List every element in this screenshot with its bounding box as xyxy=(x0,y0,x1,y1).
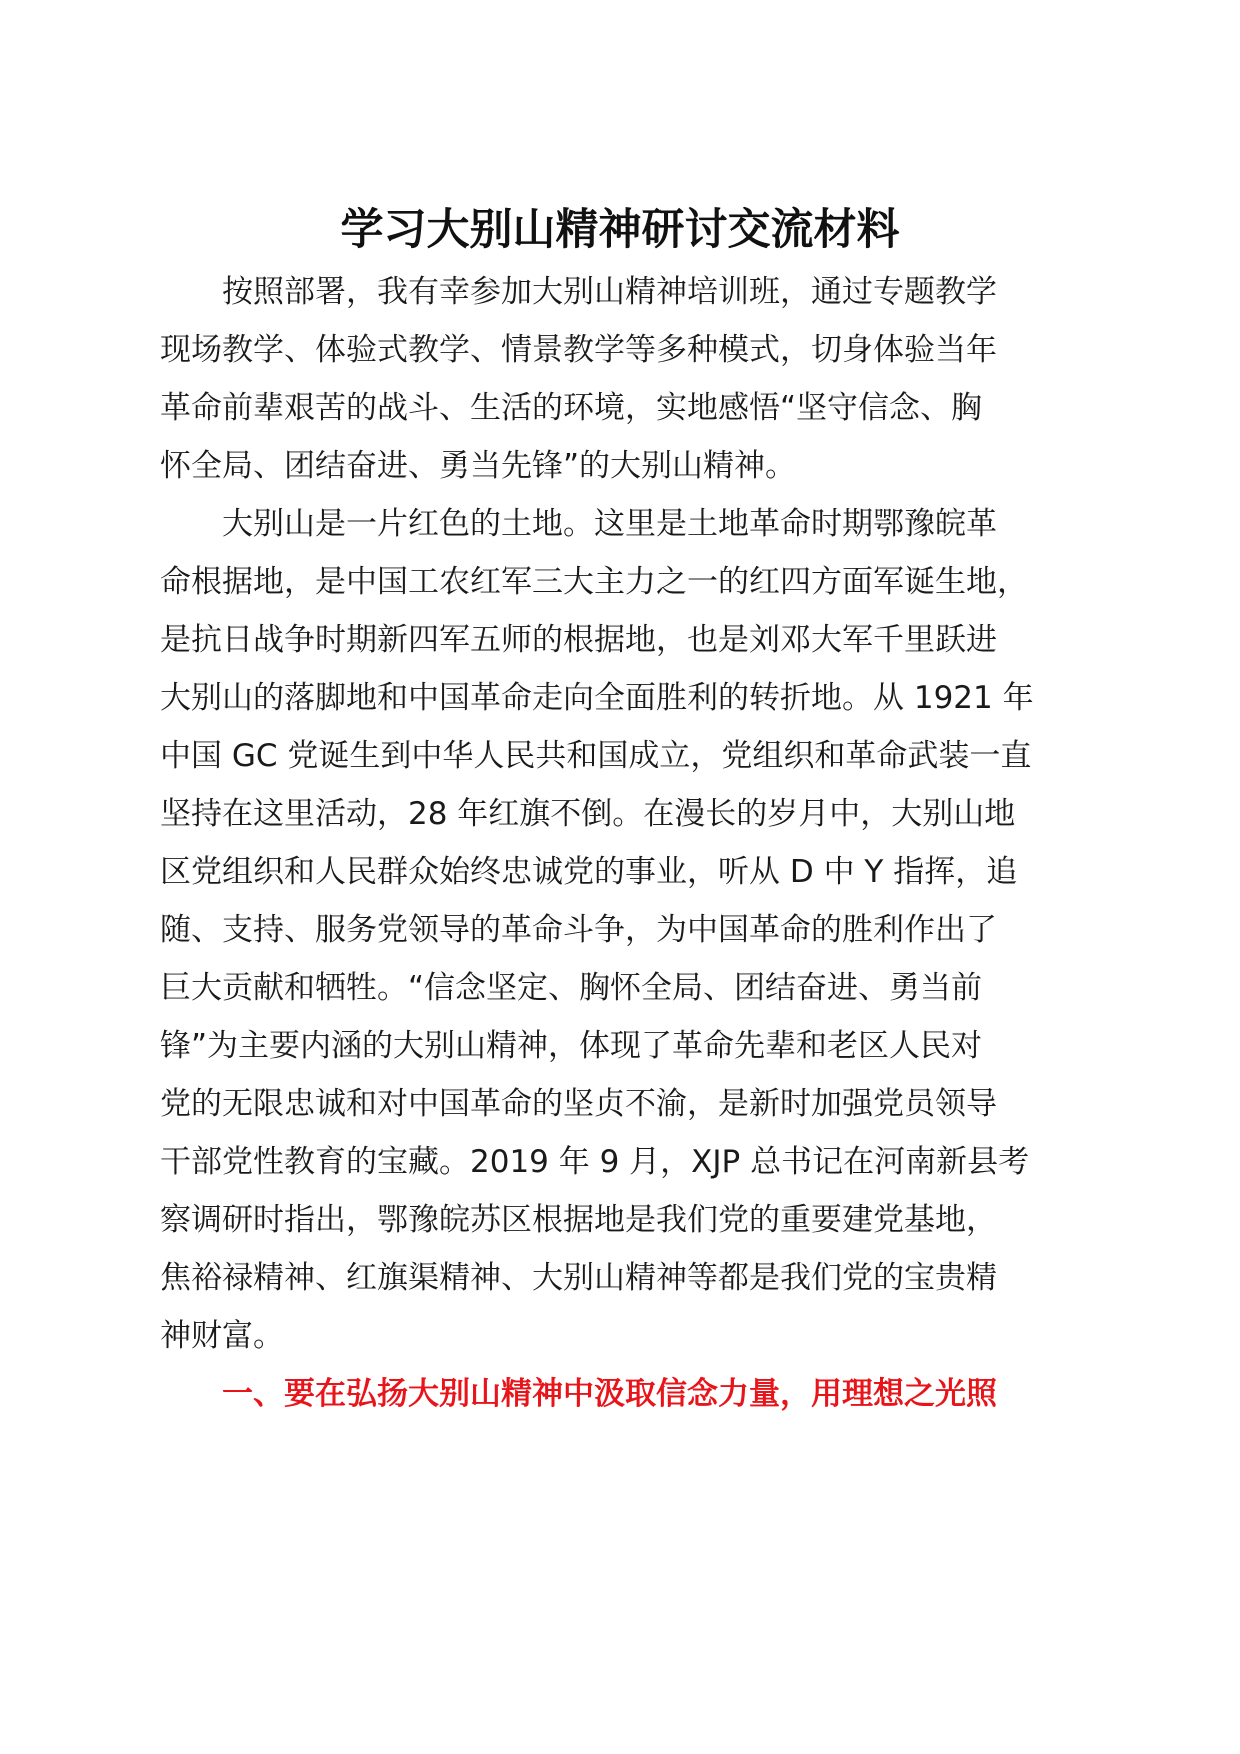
paragraph-1-line-1: 按照部署，我有幸参加大别山精神培训班，通过专题教学 xyxy=(222,274,997,310)
paragraph-2-line-6: 坚持在这里活动，28 年红旗不倒。在漫长的岁月中，大别山地 xyxy=(160,796,1016,832)
paragraph-1-line-3: 革命前辈艰苦的战斗、生活的环境，实地感悟“坚守信念、胸 xyxy=(160,390,983,426)
paragraph-2-line-4: 大别山的落脚地和中国革命走向全面胜利的转折地。从 1921 年 xyxy=(160,680,1034,716)
paragraph-2-line-1: 大别山是一片红色的土地。这里是土地革命时期鄂豫皖革 xyxy=(222,506,997,542)
paragraph-2-line-3: 是抗日战争时期新四军五师的根据地，也是刘邓大军千里跃进 xyxy=(160,622,997,658)
paragraph-2-line-8: 随、支持、服务党领导的革命斗争，为中国革命的胜利作出了 xyxy=(160,912,997,948)
paragraph-2-line-15: 神财富。 xyxy=(160,1318,284,1354)
paragraph-2-line-14: 焦裕禄精神、红旗渠精神、大别山精神等都是我们党的宝贵精 xyxy=(160,1260,997,1296)
paragraph-2-line-9: 巨大贡献和牺牲。“信念坚定、胸怀全局、团结奋进、勇当前 xyxy=(160,970,983,1006)
paragraph-2-line-2: 命根据地，是中国工农红军三大主力之一的红四方面军诞生地， xyxy=(160,564,1028,600)
paragraph-2-line-11: 党的无限忠诚和对中国革命的坚贞不渝，是新时加强党员领导 xyxy=(160,1086,997,1122)
paragraph-2-line-5: 中国 GC 党诞生到中华人民共和国成立，党组织和革命武装一直 xyxy=(160,738,1032,774)
paragraph-1-line-2: 现场教学、体验式教学、情景教学等多种模式，切身体验当年 xyxy=(160,332,997,368)
paragraph-2-line-10: 锋”为主要内涵的大别山精神，体现了革命先辈和老区人民对 xyxy=(160,1028,983,1064)
section-heading-1: 一、要在弘扬大别山精神中汲取信念力量，用理想之光照 xyxy=(222,1376,997,1412)
paragraph-2-line-7: 区党组织和人民群众始终忠诚党的事业，听从 D 中 Y 指挥，追 xyxy=(160,854,1018,890)
document-title: 学习大别山精神研讨交流材料 xyxy=(340,205,900,255)
paragraph-2-line-13: 察调研时指出，鄂豫皖苏区根据地是我们党的重要建党基地， xyxy=(160,1202,997,1238)
paragraph-1-line-4: 怀全局、团结奋进、勇当先锋”的大别山精神。 xyxy=(160,448,797,484)
paragraph-2-line-12: 干部党性教育的宝藏。2019 年 9 月，XJP 总书记在河南新县考 xyxy=(160,1144,1030,1180)
